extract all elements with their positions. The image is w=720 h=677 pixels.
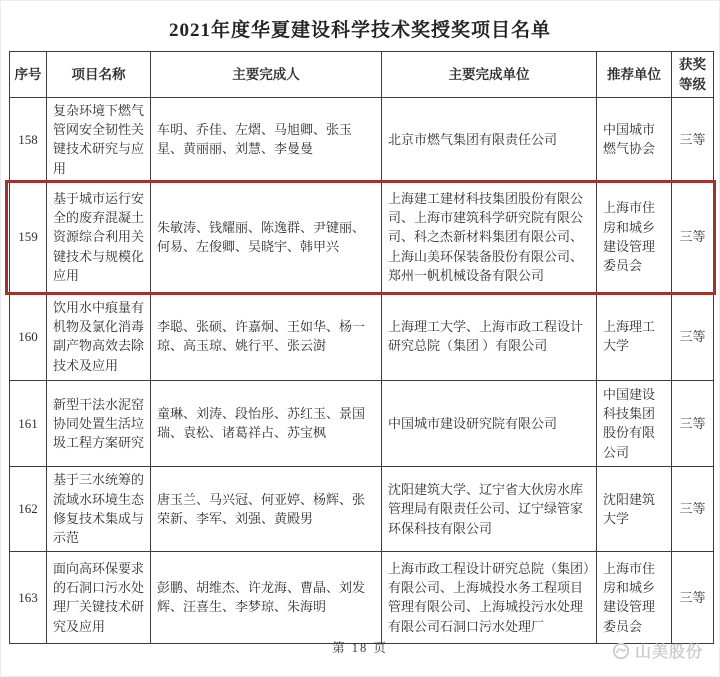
cell-award-level: 三等 [672, 551, 714, 643]
cell-units: 中国城市建设研究院有限公司 [382, 380, 597, 466]
cell-project-name: 复杂环境下燃气管网安全韧性关键技术研究与应用 [47, 98, 151, 182]
cell-project-name: 饮用水中痕量有机物及氯化消毒副产物高效去除技术及应用 [47, 292, 151, 380]
cell-units: 上海建工建材科技集团股份有限公司、上海市建筑科学研究院有限公司、科之杰新材料集团有限公司、上海山美环保装备股份有限公司、郑州一帆机械设备有限公司 [382, 181, 597, 292]
header-no: 序号 [10, 52, 47, 98]
cell-people: 朱敏涛、钱耀丽、陈逸群、尹键丽、何易、左俊卿、吴晓宇、韩甲兴 [151, 181, 382, 292]
cell-project-name: 新型干法水泥窑协同处置生活垃圾工程方案研究 [47, 380, 151, 466]
header-recommender: 推荐单位 [597, 52, 672, 98]
cell-recommender: 上海市住房和城乡建设管理委员会 [597, 181, 672, 292]
watermark-text: 山美股份 [634, 644, 703, 661]
watermark [612, 639, 703, 662]
cell-no: 163 [10, 551, 47, 643]
cell-people: 李聪、张硕、许嘉炯、王如华、杨一琼、高玉琼、姚行平、张云澍 [151, 292, 382, 380]
cell-people: 车明、乔佳、左熠、马旭卿、张玉星、黄丽丽、刘慧、李曼曼 [151, 98, 382, 182]
header-award: 获奖等级 [672, 52, 714, 98]
cell-award-level: 三等 [672, 98, 714, 182]
table-row [10, 466, 714, 551]
cell-units: 北京市燃气集团有限责任公司 [382, 98, 597, 182]
cell-award-level: 三等 [672, 181, 714, 292]
cell-recommender: 沈阳建筑大学 [597, 466, 672, 551]
cell-people: 童琳、刘涛、段怡彤、苏红玉、景国瑞、袁松、诸葛祥占、苏宝枫 [151, 380, 382, 466]
cell-project-name: 面向高环保要求的石洞口污水处理厂关键技术研究及应用 [47, 551, 151, 643]
page-number: 第 18 页 [332, 641, 388, 655]
table-row [10, 551, 714, 643]
cell-people: 唐玉兰、马兴冠、何亚婷、杨辉、张荣新、李军、刘强、黄殿男 [151, 466, 382, 551]
table-row [10, 292, 714, 380]
cell-award-level: 三等 [672, 380, 714, 466]
cell-award-level: 三等 [672, 292, 714, 380]
cell-project-name: 基于城市运行安全的废弃混凝土资源综合利用关键技术与规模化应用 [47, 181, 151, 292]
cell-units: 上海理工大学、上海市政工程设计研究总院（集团 ）有限公司 [382, 292, 597, 380]
page-title: 2021年度华夏建设科学技术奖授奖项目名单 [168, 20, 551, 41]
cell-no: 161 [10, 380, 47, 466]
table-row [10, 181, 714, 292]
cell-award-level: 三等 [672, 466, 714, 551]
cell-no: 158 [10, 98, 47, 182]
cell-recommender: 中国城市燃气协会 [597, 98, 672, 182]
table-row [10, 380, 714, 466]
header-name: 项目名称 [47, 52, 151, 98]
award-table [9, 51, 714, 644]
cell-recommender: 上海理工大学 [597, 292, 672, 380]
table-header-row [10, 52, 714, 98]
cell-people: 彭鹏、胡维杰、许龙海、曹晶、刘发辉、汪喜生、李梦琼、朱海明 [151, 551, 382, 643]
shanmei-logo-icon [612, 642, 630, 660]
cell-recommender: 中国建设科技集团股份有限公司 [597, 380, 672, 466]
header-units: 主要完成单位 [382, 52, 597, 98]
cell-recommender: 上海市住房和城乡建设管理委员会 [597, 551, 672, 643]
header-people: 主要完成人 [151, 52, 382, 98]
cell-units: 沈阳建筑大学、辽宁省大伙房水库管理局有限责任公司、辽宁绿管家环保科技有限公司 [382, 466, 597, 551]
cell-no: 160 [10, 292, 47, 380]
cell-no: 159 [10, 181, 47, 292]
cell-units: 上海市政工程设计研究总院（集团）有限公司、上海城投水务工程项目管理有限公司、上海城投污水处理有限公司石洞口污水处理厂 [382, 551, 597, 643]
cell-project-name: 基于三水统筹的流域水环境生态修复技术集成与示范 [47, 466, 151, 551]
table-body [10, 98, 714, 644]
cell-no: 162 [10, 466, 47, 551]
table-row [10, 98, 714, 182]
